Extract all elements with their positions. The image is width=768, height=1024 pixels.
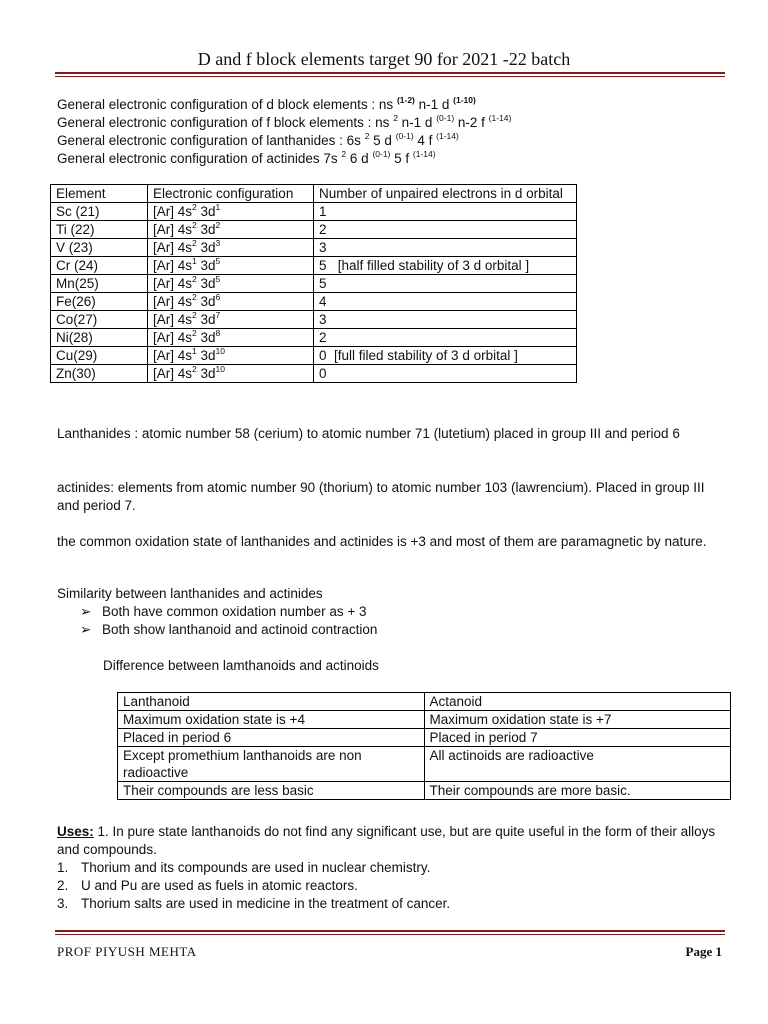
uses-section bbox=[57, 823, 727, 913]
configuration-cell: [Ar] $4s^2$ $3d^6$ bbox=[148, 293, 314, 311]
table-row bbox=[51, 221, 577, 239]
list-item: 3. Thorium salts are used in medicine in the treatment of cancer. bbox=[57, 896, 451, 911]
unpaired-electrons-cell: 4 bbox=[314, 293, 577, 311]
table-header-cell: Electronic configuration bbox=[148, 185, 314, 203]
table-header-cell: Number of unpaired electrons in d orbital bbox=[314, 185, 577, 203]
d-block-config-table bbox=[50, 184, 577, 383]
actinoid-cell: Their compounds are more basic. bbox=[424, 782, 731, 800]
unpaired-electrons-cell: 1 bbox=[314, 203, 577, 221]
configuration-cell: [Ar] $4s^2$ $3d^8$ bbox=[148, 329, 314, 347]
table-row bbox=[51, 203, 577, 221]
configuration-lines bbox=[57, 96, 511, 168]
unpaired-electrons-cell: 2 bbox=[314, 221, 577, 239]
unpaired-electrons-cell: 0 bbox=[314, 365, 577, 383]
configuration-cell: [Ar] $4s^2$ $3d^3$ bbox=[148, 239, 314, 257]
configuration-cell: [Ar] $4s^1$ $3d^{10}$ bbox=[148, 347, 314, 365]
config-line-lanthanides: General electronic configuration of lanthanides : 6s $^2$ 5 d $^{(0-1)}$ 4 f $^{(1-14)}$ bbox=[57, 131, 459, 148]
page-title: D and f block elements target 90 for 2021 -22 batch bbox=[197, 49, 571, 69]
configuration-cell: [Ar] $4s^2$ $3d^{10}$ bbox=[148, 365, 314, 383]
unpaired-electrons-cell: 3 bbox=[314, 239, 577, 257]
config-line-f-block: General electronic configuration of f block elements : ns $^2$ n-1 d $^{(0-1)}$ n-2 f $^{(1-14)}$ bbox=[57, 113, 512, 130]
configuration-cell: [Ar] $4s^2$ $3d^2$ bbox=[148, 221, 314, 239]
element-cell: Ni(28) bbox=[51, 329, 148, 347]
element-cell: Mn(25) bbox=[51, 275, 148, 293]
element-cell: Zn(30) bbox=[51, 365, 148, 383]
list-item: 2. U and Pu are used as fuels in atomic reactors. bbox=[57, 878, 358, 893]
config-line-actinides: General electronic configuration of actinides 7s $^2$ 6 d $^{(0-1)}$ 5 f $^{(1-14)}$ bbox=[57, 149, 436, 166]
list-item: ➢ Both have common oxidation number as + 3 bbox=[80, 604, 367, 619]
element-cell: Ti (22) bbox=[51, 221, 148, 239]
table-row bbox=[51, 257, 577, 275]
unpaired-electrons-cell: 2 bbox=[314, 329, 577, 347]
configuration-cell: [Ar] $4s^1$ $3d^5$ bbox=[148, 257, 314, 275]
arrow-bullet-icon: ➢ bbox=[80, 604, 92, 619]
table-row bbox=[118, 711, 731, 729]
table-row bbox=[51, 275, 577, 293]
unpaired-electrons-cell: 0 [full filed stability of 3 d orbital ] bbox=[314, 347, 577, 365]
difference-heading: Difference between lamthanoids and actinoids bbox=[103, 658, 379, 673]
lanthanoid-cell: Maximum oxidation state is +4 bbox=[118, 711, 425, 729]
configuration-cell: [Ar] $4s^2$ $3d^1$ bbox=[148, 203, 314, 221]
header-rule-thin bbox=[55, 76, 725, 77]
similarity-heading: Similarity between lanthanides and actinides bbox=[57, 586, 323, 601]
lanthanoid-cell: Placed in period 6 bbox=[118, 729, 425, 747]
configuration-cell: [Ar] $4s^2$ $3d^7$ bbox=[148, 311, 314, 329]
actinoid-cell: Maximum oxidation state is +7 bbox=[424, 711, 731, 729]
unpaired-electrons-cell: 3 bbox=[314, 311, 577, 329]
uses-label: Uses: bbox=[57, 824, 94, 839]
table-header-row bbox=[118, 693, 731, 711]
element-cell: Sc (21) bbox=[51, 203, 148, 221]
table-row bbox=[51, 239, 577, 257]
table-row bbox=[118, 729, 731, 747]
lanthanides-paragraph: Lanthanides : atomic number 58 (cerium) to atomic number 71 (lutetium) placed in group III and period 6 bbox=[57, 426, 680, 441]
table-header-row bbox=[51, 185, 577, 203]
table-header-cell: Actanoid bbox=[424, 693, 731, 711]
list-item: ➢ Both show lanthanoid and actinoid contraction bbox=[80, 622, 378, 637]
table-header-cell: Element bbox=[51, 185, 148, 203]
element-cell: Co(27) bbox=[51, 311, 148, 329]
table-row bbox=[51, 311, 577, 329]
table-row bbox=[51, 293, 577, 311]
table-row bbox=[51, 329, 577, 347]
footer-rule-thin bbox=[55, 934, 725, 935]
table-row bbox=[51, 365, 577, 383]
table-row bbox=[51, 347, 577, 365]
element-cell: Cu(29) bbox=[51, 347, 148, 365]
lanthanoid-cell: Their compounds are less basic bbox=[118, 782, 425, 800]
footer-author: PROF PIYUSH MEHTA bbox=[57, 944, 197, 959]
lanthanoid-cell: Except promethium lanthanoids are non radioactive bbox=[118, 747, 425, 782]
unpaired-electrons-cell: 5 [half filled stability of 3 d orbital ] bbox=[314, 257, 577, 275]
page-number: Page 1 bbox=[685, 944, 722, 959]
lanthanoid-actinoid-table bbox=[117, 692, 731, 800]
unpaired-electrons-cell: 5 bbox=[314, 275, 577, 293]
header-rule bbox=[55, 72, 725, 74]
config-line-d-block: General electronic configuration of d block elements : ns $^{(1-2)}$ n-1 d $^{(1-10)}$ bbox=[57, 95, 476, 112]
uses-intro: Uses: 1. In pure state lanthanoids do not find any significant use, but are quite useful in the form of their alloys and compounds. bbox=[57, 824, 716, 857]
actinoid-cell: Placed in period 7 bbox=[424, 729, 731, 747]
table-row bbox=[118, 747, 731, 782]
list-item: 1. Thorium and its compounds are used in nuclear chemistry. bbox=[57, 860, 431, 875]
element-cell: V (23) bbox=[51, 239, 148, 257]
arrow-bullet-icon: ➢ bbox=[80, 622, 92, 637]
actinides-paragraph: actinides: elements from atomic number 90 (thorium) to atomic number 103 (lawrencium). Placed in group III and period 7. bbox=[57, 480, 705, 513]
element-cell: Fe(26) bbox=[51, 293, 148, 311]
element-cell: Cr (24) bbox=[51, 257, 148, 275]
table-row bbox=[118, 782, 731, 800]
table-header-cell: Lanthanoid bbox=[118, 693, 425, 711]
actinoid-cell: All actinoids are radioactive bbox=[424, 747, 731, 782]
footer-rule bbox=[55, 930, 725, 932]
oxidation-paragraph: the common oxidation state of lanthanides and actinides is +3 and most of them are paramagnetic by nature. bbox=[57, 534, 707, 549]
configuration-cell: [Ar] $4s^2$ $3d^5$ bbox=[148, 275, 314, 293]
